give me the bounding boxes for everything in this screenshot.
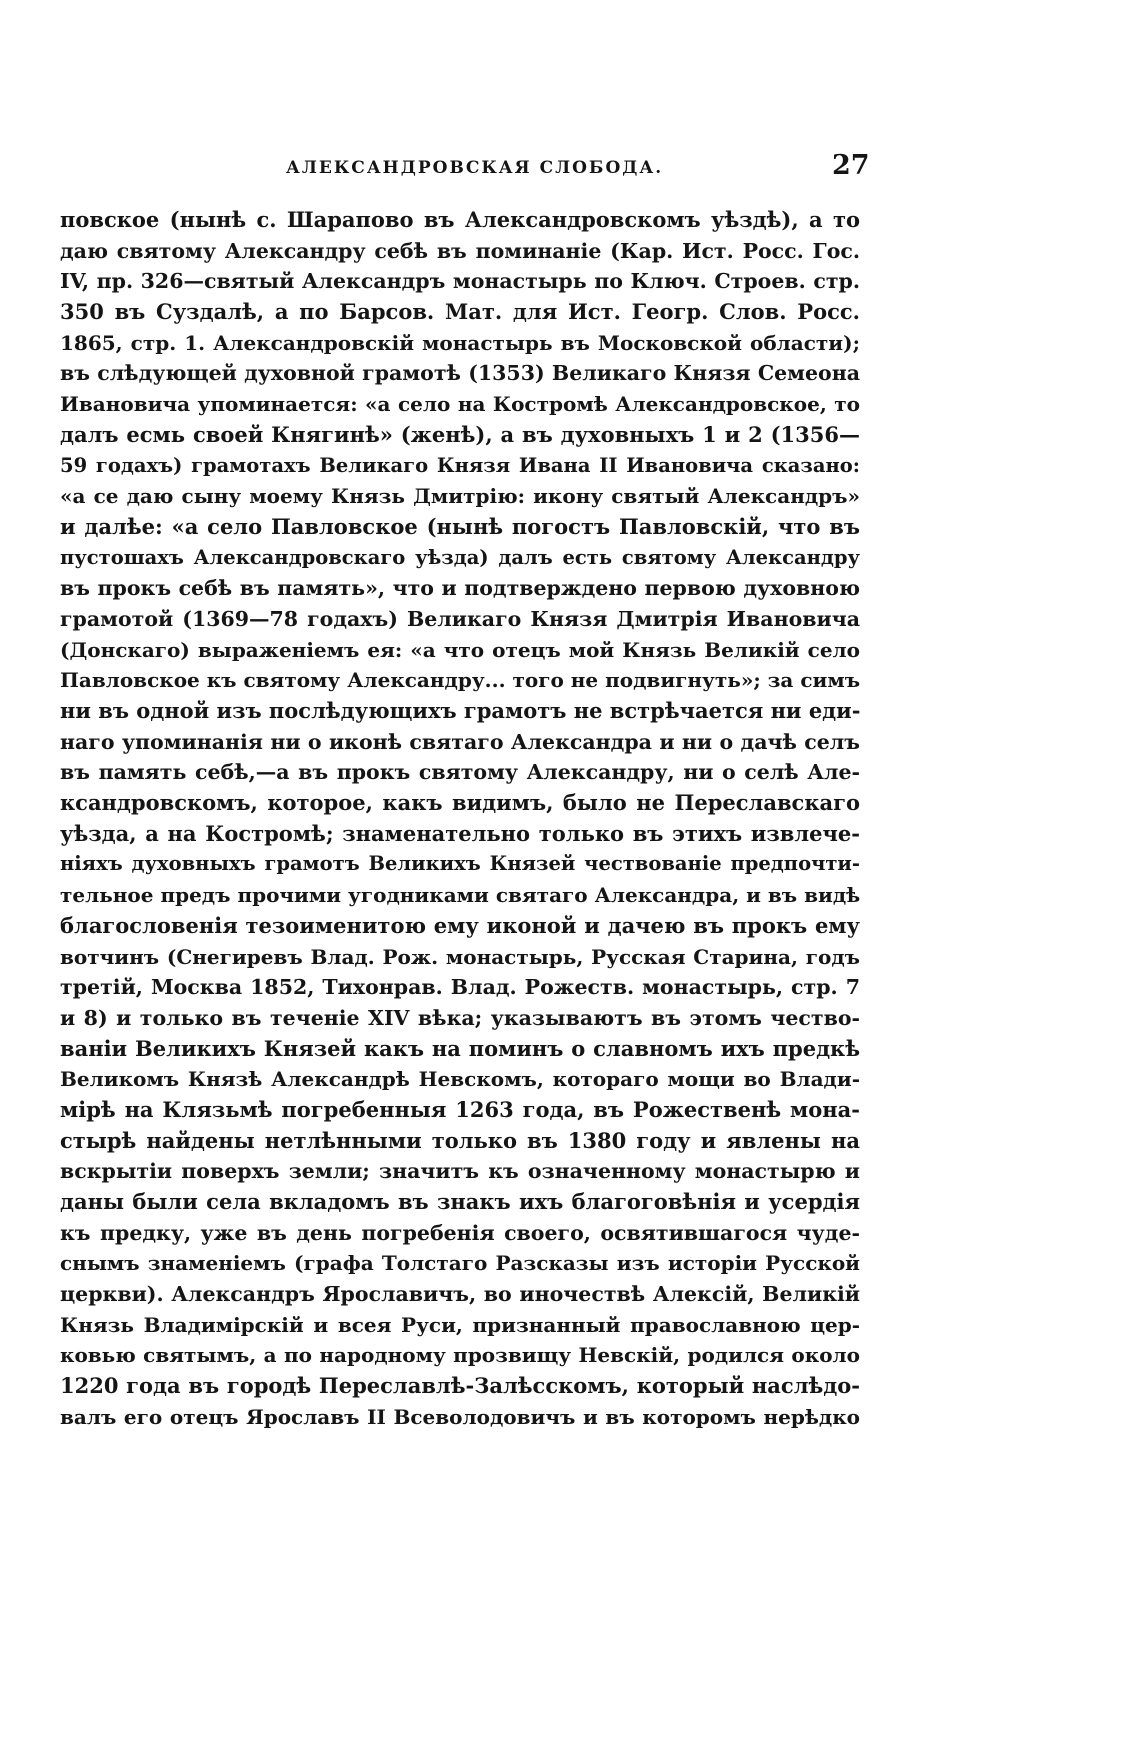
text-line: далъ есмь своей Княгинѣ» (женѣ), а въ духовныхъ 1 и 2 (1356— <box>60 421 860 447</box>
text-line: ваніи Великихъ Князей какъ на поминъ о славномъ ихъ предкѣ <box>60 1035 860 1061</box>
text-line: 350 въ Суздалѣ, а по Барсов. Мат. для Ист. Геогр. Слов. Росс. <box>60 299 860 325</box>
body-text <box>60 205 860 1433</box>
text-line: наго упоминанія ни о иконѣ святаго Александра и ни о дачѣ селъ <box>60 729 860 754</box>
page-number: 27 <box>832 150 870 181</box>
text-line: въ слѣдующей духовной грамотѣ (1353) Великаго Князя Семеона <box>60 361 860 386</box>
text-line: вскрытіи поверхъ земли; значитъ къ означенному монастырю и <box>60 1159 860 1184</box>
text-line: ксандровскомъ, которое, какъ видимъ, было не Переславскаго <box>60 790 860 816</box>
text-line: валъ его отецъ Ярославъ II Всеволодовичъ и въ которомъ нерѣдко <box>60 1404 860 1429</box>
text-line: мірѣ на Клязьмѣ погребенныя 1263 года, въ Рожественѣ мона- <box>60 1096 860 1122</box>
text-line: грамотой (1369—78 годахъ) Великаго Князя Дмитрія Ивановича <box>60 606 860 631</box>
running-title: АЛЕКСАНДРОВСКАЯ СЛОБОДА. <box>286 158 664 178</box>
text-line: снымъ знаменіемъ (графа Толстаго Разсказы изъ исторіи Русской <box>60 1251 860 1276</box>
text-line: тельное предъ прочими угодниками святаго Александра, и въ видѣ <box>60 883 860 908</box>
text-line: «а се даю сыну моему Князь Дмитрію: икону святый Александръ» <box>60 484 860 509</box>
text-line: третій, Москва 1852, Тихонрав. Влад. Рожеств. монастырь, стр. 7 <box>60 975 860 1000</box>
text-line: IV, пр. 326—святый Александръ монастырь по Ключ. Строев. стр. <box>60 269 860 294</box>
text-line: 1865, стр. 1. Александровскій монастырь въ Московской области); <box>60 330 860 355</box>
text-line: благословенія тезоименитою ему иконой и дачею въ прокъ ему <box>60 912 860 938</box>
text-line: Князь Владимірскій и всея Руси, признанный православною цер- <box>60 1312 860 1337</box>
text-line: ни въ одной изъ послѣдующихъ грамотъ не встрѣчается ни еди- <box>60 698 860 723</box>
text-line: 59 годахъ) грамотахъ Великаго Князя Ивана II Ивановича сказано: <box>60 453 860 477</box>
text-line: къ предку, уже въ день погребенія своего, освятившагося чуде- <box>60 1220 860 1245</box>
running-head <box>0 150 1140 190</box>
text-line: повское (нынѣ с. Шарапово въ Александровскомъ уѣздѣ), а то <box>60 207 860 232</box>
text-line: даны были села вкладомъ въ знакъ ихъ благоговѣнія и усердія <box>60 1189 860 1214</box>
text-line: стырѣ найдены нетлѣнными только въ 1380 году и явлены на <box>60 1127 860 1153</box>
text-line: въ память себѣ,—а въ прокъ святому Александру, ни о селѣ Але- <box>60 760 860 785</box>
text-line: пустошахъ Александровскаго уѣзда) далъ есть святому Александру <box>60 545 860 569</box>
text-line: и 8) и только въ теченіе XIV вѣка; указываютъ въ этомъ чество- <box>60 1005 860 1030</box>
text-line: Великомъ Князѣ Александрѣ Невскомъ, котораго мощи во Влади- <box>60 1067 860 1092</box>
text-line: даю святому Александру себѣ въ поминаніе (Кар. Ист. Росс. Гос. <box>60 238 860 263</box>
text-line: вотчинъ (Снегиревъ Влад. Рож. монастырь, Русская Старина, годъ <box>60 944 860 969</box>
text-line: церкви). Александръ Ярославичъ, во иночествѣ Алексій, Великій <box>60 1282 860 1307</box>
text-line: ніяхъ духовныхъ грамотъ Великихъ Князей чествованіе предпочти- <box>60 852 860 876</box>
text-line: и далѣе: «а село Павловское (нынѣ погостъ Павловскій, что въ <box>60 513 860 539</box>
text-line: уѣзда, а на Костромѣ; знаменательно только въ этихъ извлече- <box>60 820 860 846</box>
text-line: ковью святымъ, а по народному прозвищу Невскій, родился около <box>60 1343 860 1368</box>
text-line: Ивановича упоминается: «а село на Костромѣ Александровское, то <box>60 392 860 417</box>
text-line: 1220 года въ городѣ Переславлѣ-Залѣсскомъ, который наслѣдо- <box>60 1373 860 1399</box>
text-line: Павловское къ святому Александру... того не подвигнуть»; за симъ <box>60 668 860 693</box>
text-line: въ прокъ себѣ въ память», что и подтверждено первою духовною <box>60 576 860 601</box>
text-line: (Донскаго) выраженіемъ ея: «а что отецъ мой Князь Великій село <box>60 637 860 662</box>
